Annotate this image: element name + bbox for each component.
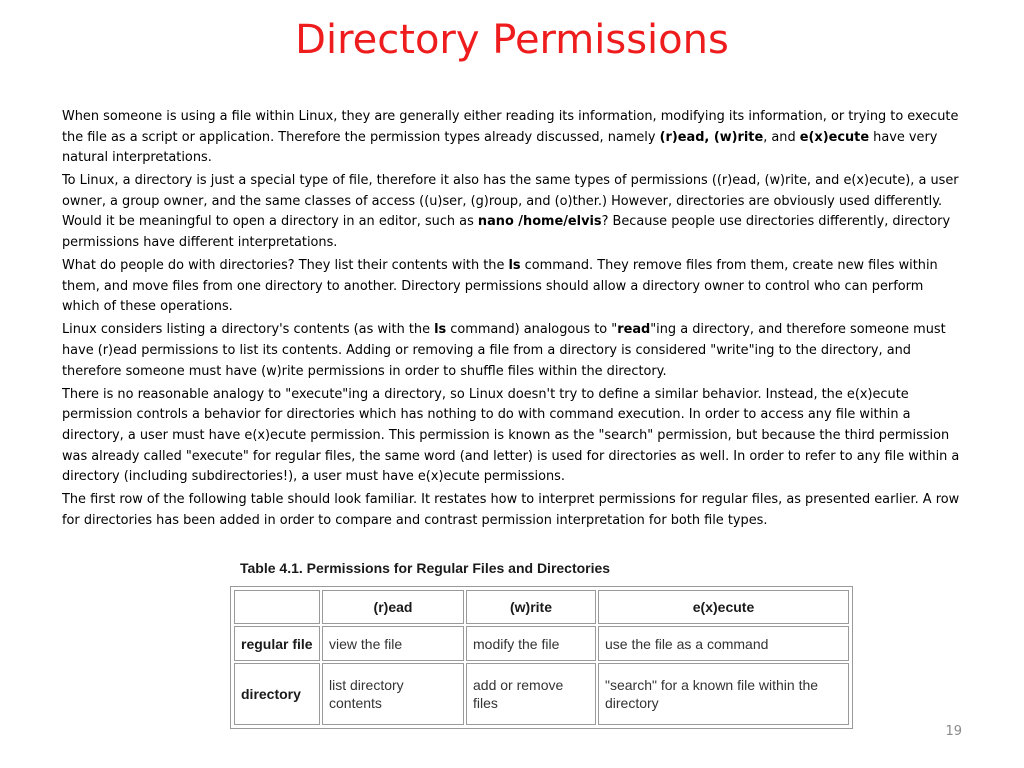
paragraph-5 (62, 385, 964, 488)
page-number: 19 (945, 724, 962, 739)
table-cell: modify the file (466, 626, 596, 661)
paragraph-text: There is no reasonable analogy to "execute"ing a directory, so Linux doesn't try to define a similar behavior. Instead, the e(x)ecute permission controls a behavior for directories which has nothing to do with command execution. In order to access any file within a directory, a user must have e(x)ecute permission. This permission is known as the "search" permission, but because the third permission was already called "execute" for regular files, the same word (and letter) is used for directories as well. In order to refer to any file within a directory (including subdirectories!), a user must have e(x)ecute permissions. (62, 386, 960, 485)
table-header-execute: e(x)ecute (598, 590, 849, 624)
table-row (234, 663, 849, 725)
table-caption: Table 4.1. Permissions for Regular Files and Directories (240, 560, 611, 576)
table-cell: use the file as a command (598, 626, 849, 661)
table-header-write: (w)rite (466, 590, 596, 624)
paragraph-text: When someone is using a file within Linux, they are generally either reading its information, modifying its information, or trying to execute the file as a script or application. Therefore the permission types already discussed, namely (62, 109, 959, 145)
table-row-label: regular file (234, 626, 320, 661)
paragraph-1 (62, 107, 964, 169)
bold-term: read (617, 322, 651, 338)
paragraph-text: Linux considers listing a directory's contents (as with the (62, 322, 435, 338)
bold-command: ls (434, 322, 447, 338)
bold-command: ls (508, 258, 521, 274)
table-row-label: directory (234, 663, 320, 725)
paragraph-text: The first row of the following table should look familiar. It restates how to interpret permissions for regular files, as presented earlier. A row for directories has been added in order to compare and contrast permission interpretation for both file types. (62, 492, 960, 528)
table-cell: add or remove files (466, 663, 596, 725)
bold-term: (r)ead, (w)rite (659, 129, 764, 145)
slide-body (62, 107, 964, 534)
paragraph-3 (62, 256, 964, 318)
paragraph-text: command. They remove files from them, create new files within them, and move files from one directory to another. Directory permissions should allow a directory owner to control who can perform which of these operations. (62, 258, 938, 315)
table-cell: list directory contents (322, 663, 464, 725)
paragraph-4 (62, 320, 964, 382)
paragraph-text: command) analogous to " (446, 322, 618, 338)
paragraph-6 (62, 490, 964, 531)
bold-command: nano /home/elvis (477, 214, 602, 230)
paragraph-2 (62, 171, 964, 253)
paragraph-text: , and (763, 129, 800, 145)
table-header-row (234, 590, 849, 624)
bold-term: e(x)ecute (799, 129, 870, 145)
table-cell: "search" for a known file within the directory (598, 663, 849, 725)
table-header-read: (r)ead (322, 590, 464, 624)
paragraph-text: have very natural interpretations. (62, 129, 938, 166)
table-corner-cell (234, 590, 320, 624)
paragraph-text: "ing a directory, and therefore someone must have (r)ead permissions to list its contents. Adding or removing a file from a directory is considered "write"ing to the directory, and therefore someone must have (w)rite permissions in order to shuffle files within the directory. (62, 322, 946, 379)
paragraph-text: To Linux, a directory is just a special type of file, therefore it also has the same types of permissions ((r)ead, (w)rite, and e(x)ecute), a user owner, a group owner, and the same classes of access ((u)ser, (g)roup, and (o)ther.) However, directories are obviously used differently. Would it be meaningful to open a directory in an editor, such as (62, 173, 959, 230)
paragraph-text: ? Because people use directories differently, directory permissions have different interpretations. (62, 214, 951, 251)
table-row (234, 626, 849, 661)
paragraph-text: What do people do with directories? They list their contents with the (62, 258, 509, 274)
table-cell: view the file (322, 626, 464, 661)
permissions-table (230, 586, 853, 729)
slide-title: Directory Permissions (295, 17, 729, 63)
